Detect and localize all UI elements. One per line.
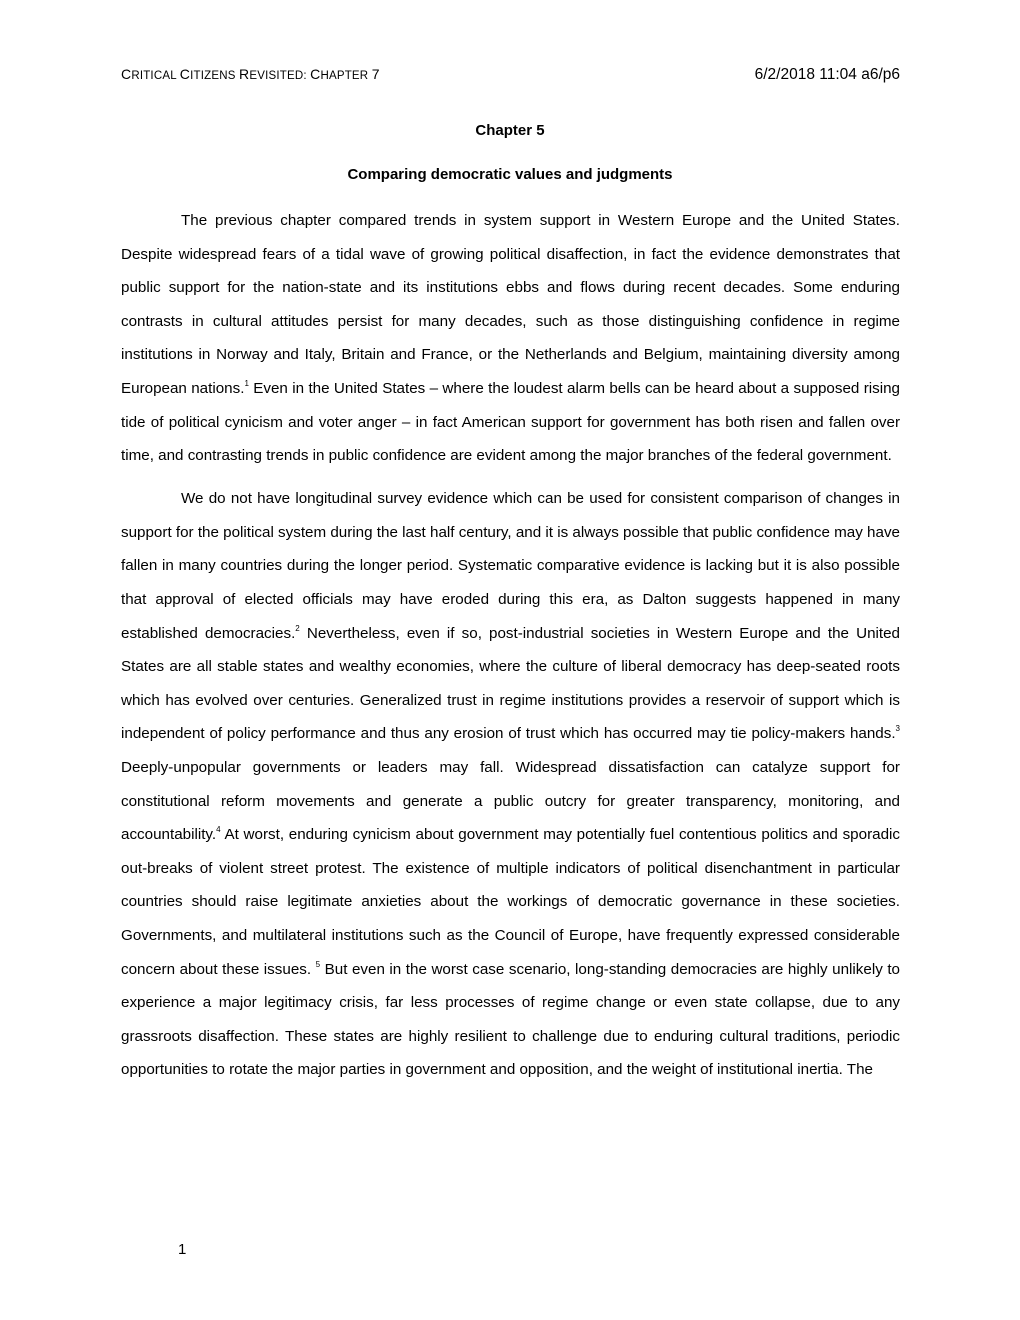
footnote-ref-2[interactable]: 2 (295, 623, 300, 633)
paragraph-1: The previous chapter compared trends in system support in Western Europe and the United States. Despite widespread fears of a tidal wave of growing political disaffection, in fact the evidence demonstrates that public support for the nation-state and its institutions ebbs and flows during recent decades. Some enduring contrasts in cultural attitudes persist for many decades, such as those distinguishing confidence in regime institutions in Norway and Italy, Britain and France, or the Netherlands and Belgium, maintaining diversity among European nations.$^1$ Even in the United States – where the loudest alarm bells can be heard about a supposed rising tide of political cynicism and voter anger – in fact American support for government has both risen and fallen over time, and contrasting trends in public confidence are evident among the major branches of the federal government. (121, 212, 901, 465)
body-text (121, 204, 900, 1096)
running-header-date: 6/2/2018 11:04 a6/p6 (754, 66, 900, 83)
running-header-title: CRITICAL CITIZENS REVISITED: CHAPTER 7 (121, 66, 380, 82)
running-header (121, 66, 900, 84)
footnote-ref-3[interactable]: 3 (895, 724, 900, 734)
page-number: 1 (178, 1241, 187, 1258)
paragraph-2: We do not have longitudinal survey evidence which can be used for consistent comparison of changes in support for the political system during the last half century, and it is always possible that public confidence may have fallen in many countries during the longer period. Systematic comparative evidence is lacking but it is also possible that approval of elected officials may have eroded during this era, as Dalton suggests happened in many established democracies.$^2$ Nevertheless, even if so, post-industrial societies in Western Europe and the United States are all stable states and wealthy economies, where the culture of liberal democracy has deep-seated roots which has evolved over centuries. Generalized trust in regime institutions provides a reservoir of support which is independent of policy performance and thus any erosion of trust which has occurred may tie policy-makers hands.$^3$ Deeply-unpopular governments or leaders may fall. Widespread dissatisfaction can catalyze support for constitutional reform movements and generate a public outcry for greater transparency, monitoring, and accountability.$^4$ At worst, enduring cynicism about government may potentially fuel contentious politics and sporadic out-breaks of violent street protest. The existence of multiple indicators of political disenchantment in particular countries should raise legitimate anxieties about the workings of democratic governance in these societies. Governments, and multilateral institutions such as the Council of Europe, have frequently expressed considerable concern about these issues. $^5$ But even in the worst case scenario, long-standing democracies are highly unlikely to experience a major legitimacy crisis, far less processes of regime change or even state collapse, due to any grassroots disaffection. These states are highly resilient to challenge due to enduring cultural traditions, periodic opportunities to rotate the major parties in government and opposition, and the weight of institutional inertia. The (121, 490, 901, 1079)
footnote-ref-4[interactable]: 4 (216, 825, 221, 834)
section-title: Comparing democratic values and judgments (347, 166, 673, 183)
chapter-title: Chapter 5 (475, 122, 545, 139)
footnote-ref-5[interactable]: 5 (315, 959, 321, 969)
footnote-ref-1[interactable]: 1 (244, 378, 249, 388)
